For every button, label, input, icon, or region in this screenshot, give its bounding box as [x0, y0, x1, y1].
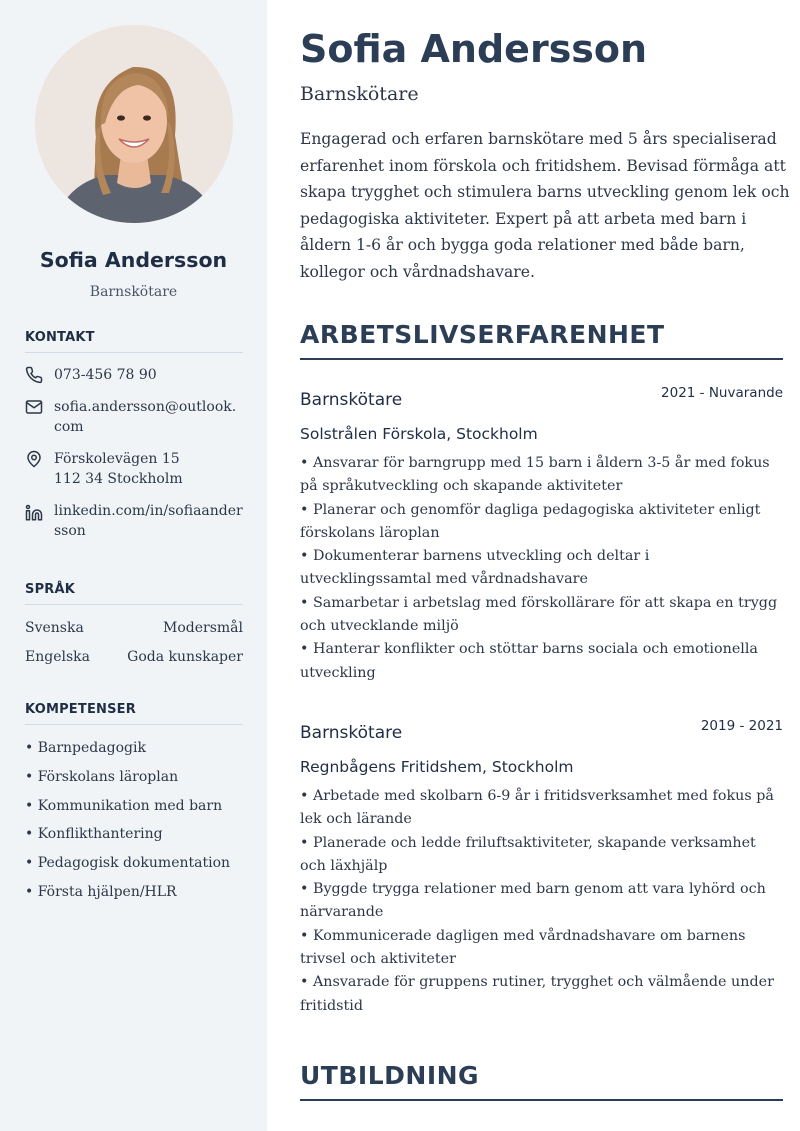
phone-icon — [25, 366, 43, 384]
skills-section — [25, 702, 243, 902]
job-entry — [300, 385, 783, 685]
job-bullets — [300, 452, 783, 685]
job-company: Solstrålen Förskola, Stockholm — [300, 425, 538, 443]
job-title: Barnskötare — [300, 723, 403, 743]
profile-photo — [35, 25, 233, 223]
skill-item: • Konflikthantering — [25, 826, 163, 843]
address-line-1: Förskolevägen 15 — [54, 450, 180, 467]
language-name: Engelska — [25, 649, 90, 665]
skill-item: • Första hjälpen/HLR — [25, 883, 177, 900]
languages-section — [25, 582, 243, 667]
job-entry — [300, 718, 783, 1018]
job-bullet: • Arbetade med skolbarn 6-9 år i fritidsverksamhet med fokus på lek och lärande — [300, 788, 774, 828]
address-text — [54, 449, 183, 490]
experience-heading: ARBETSLIVSERFARENHET — [300, 320, 783, 360]
languages-heading: SPRÅK — [25, 582, 243, 605]
email-text[interactable]: sofia.andersson@outlook.com — [54, 398, 237, 435]
job-bullet: • Byggde trygga relationer med barn genom att vara lyhörd och närvarande — [300, 881, 766, 921]
page-title: Sofia Andersson — [300, 27, 648, 71]
skill-item: • Barnpedagogik — [25, 740, 146, 756]
contact-section — [25, 330, 243, 542]
education-heading: UTBILDNING — [300, 1061, 783, 1101]
job-dates: 2019 - 2021 — [700, 718, 783, 734]
contact-phone — [25, 365, 243, 386]
job-company: Regnbågens Fritidshem, Stockholm — [300, 758, 574, 776]
job-bullet: • Planerar och genomför dagliga pedagogiska aktiviteter enligt förskolans läroplan — [300, 501, 761, 541]
skill-item: • Förskolans läroplan — [25, 768, 179, 785]
job-bullet: • Kommunicerade dagligen med vårdnadshavare om barnens trivsel och aktiviteter — [300, 927, 746, 968]
sidebar-name: Sofia Andersson — [39, 248, 228, 272]
language-row — [25, 618, 243, 638]
location-icon — [25, 450, 43, 468]
contact-address — [25, 449, 243, 490]
job-bullet: • Hanterar konflikter och stöttar barns sociala och emotionella utveckling — [300, 641, 758, 681]
job-bullet: • Ansvarade för gruppens rutiner, trygghet och välmående under fritidstid — [300, 974, 774, 1014]
profile-summary: Engagerad och erfaren barnskötare med 5 års specialiserad erfarenhet inom förskola och fritidshem. Bevisad förmåga att skapa trygghet och stimulera barns utveckling genom lek och pedagogiska aktiviteter. Expert på att arbeta med barn i åldern 1-6 år och bygga goda relationer med både barn, kollegor och vårdnadshavare. — [300, 130, 790, 281]
sidebar-title: Barnskötare — [89, 284, 178, 300]
skills-heading: KOMPETENSER — [25, 702, 243, 725]
linkedin-icon — [25, 504, 43, 522]
language-row — [25, 647, 243, 667]
language-level: Goda kunskaper — [127, 649, 243, 665]
language-level: Modersmål — [163, 620, 243, 636]
job-title-heading: Barnskötare — [300, 83, 419, 105]
skill-item: • Kommunikation med barn — [25, 797, 223, 814]
skill-item: • Pedagogisk dokumentation — [25, 855, 231, 872]
job-bullet: • Samarbetar i arbetslag med förskollärare för att skapa en trygg och utvecklande miljö — [300, 594, 778, 635]
mail-icon — [25, 398, 43, 416]
contact-heading: KONTAKT — [25, 330, 243, 353]
job-bullet: • Planerade och ledde friluftsaktiviteter, skapande verksamhet och läxhjälp — [300, 834, 756, 874]
language-name: Svenska — [25, 620, 84, 636]
job-bullet: • Dokumenterar barnens utveckling och deltar i utvecklingssamtal med vårdnadshavare — [300, 548, 650, 588]
job-title: Barnskötare — [300, 390, 403, 410]
contact-linkedin — [25, 501, 243, 542]
sidebar — [0, 0, 267, 1131]
address-line-2: 112 34 Stockholm — [54, 471, 183, 487]
contact-email — [25, 397, 243, 438]
job-bullets — [300, 785, 783, 1018]
linkedin-text[interactable]: linkedin.com/in/sofiaandersson — [54, 502, 243, 539]
job-bullet: • Ansvarar för barngrupp med 15 barn i åldern 3-5 år med fokus på språkutveckling och skapande aktiviteter — [300, 455, 770, 495]
job-dates: 2021 - Nuvarande — [661, 385, 783, 401]
phone-text[interactable]: 073-456 78 90 — [54, 367, 157, 383]
